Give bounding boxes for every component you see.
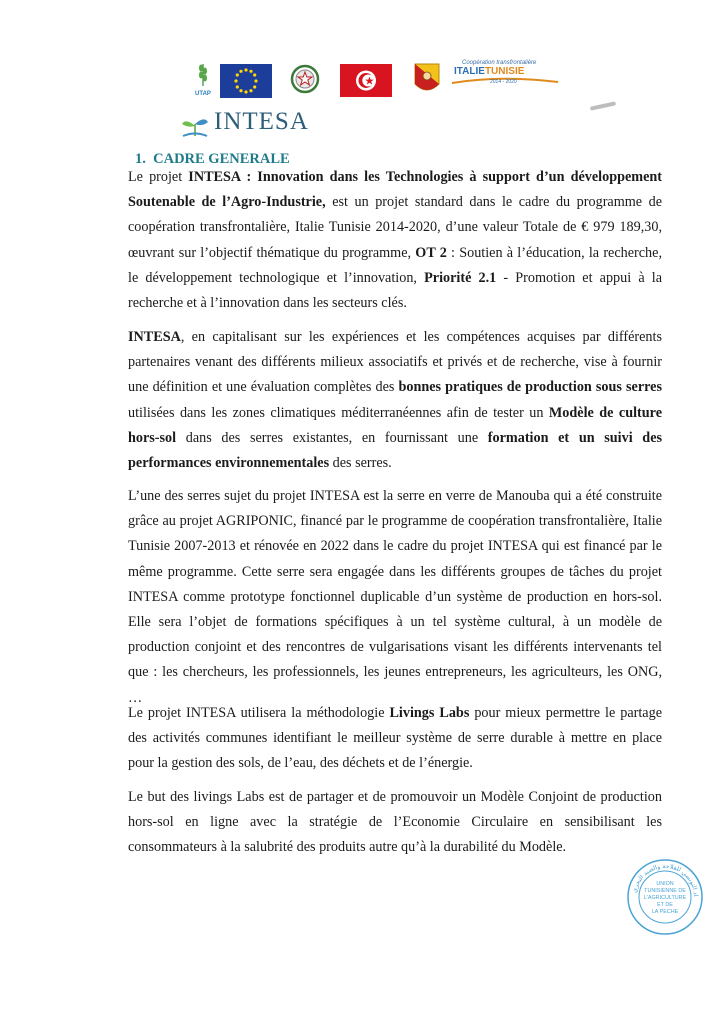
text-run: INTESA — [128, 329, 181, 345]
paragraph-1 — [110, 165, 662, 316]
text-run: Le projet — [128, 169, 189, 185]
union-stamp — [626, 858, 704, 936]
stamp-line-3: L'AGRICULTURE — [643, 895, 687, 901]
wheat-icon — [197, 60, 209, 86]
eu-flag-logo — [220, 64, 272, 98]
paragraph-4 — [110, 701, 662, 777]
eu-stars-icon — [220, 64, 272, 98]
text-run: L’une des serres sujet du projet INTESA est la serre en verre de Manouba qui a été construite grâce au projet AGRIPONIC, financé par le programme de coopération transfrontalière, Italie Tunisie 2007-2013 et rénovée en 2022 dans le cadre du projet INTESA qui est financé par le même programme. Cette serre sera engagée dans les différents groupes de tâches du projet INTESA comme prototype fonctionnel duplicable d’un système de production en hors-sol. Elle sera l’objet de formations spécifiques à un tel système cultural, à un modèle de production conjoint et des rencontres de vulgarisations visant les différents intervenants tel que : les chercheurs, les professionnels, les jeunes entrepreneurs, les agriculteurs, les ONG, … — [128, 488, 662, 706]
section-title: CADRE GENERALE — [153, 151, 290, 167]
stamp-line-4: ET DE — [657, 902, 673, 908]
stamp-arabic-text: اد التونسي للفلاحة والصيد البحري — [631, 862, 700, 897]
scan-artifact — [590, 101, 616, 110]
partner-logos — [0, 56, 724, 102]
text-run: utilisées dans les zones climatiques méditerranéennes afin de tester un — [128, 404, 549, 421]
text-run: Le projet INTESA utilisera la méthodologie — [128, 705, 390, 721]
text-run: Livings Labs — [389, 705, 470, 721]
stamp-line-5: LA PECHE — [651, 909, 679, 915]
text-run: Le but des livings Labs est de partager et de promouvoir un Modèle Conjoint de production hors-sol en ligne avec la stratégie de l’Economie Circulaire en sensibilisant les consommateurs à la salubrité des produits autre qu’à la durabilité du Modèle. — [128, 789, 662, 856]
text-run: pour mieux permettre le partage des activités communes identifiant le meilleur système de serre durable à mettre en place pour la gestion des sols, de l’eau, des déchets et de l’énergie. — [128, 705, 662, 772]
text-run: Priorité 2.1 — [424, 269, 497, 286]
text-run: des serres. — [329, 455, 392, 472]
programme-name-tunisie: TUNISIE — [484, 66, 525, 77]
text-run: bonnes pratiques de production sous serres — [398, 379, 662, 396]
tunisia-crescent-icon — [340, 64, 392, 97]
programme-years: 2014 - 2020 — [490, 79, 517, 85]
text-run: est un projet standard dans le cadre du programme de coopération transfrontalière, Italie Tunisie 2014-2020, d’une valeur Totale de € 979 189,30, œuvrant sur l’objectif thématique du programme, — [128, 194, 662, 261]
paragraph-2 — [110, 325, 662, 476]
stamp-line-2: TUNISIENNE DE — [644, 888, 686, 894]
italie-tunisie-programme-logo — [450, 60, 560, 96]
text-run: OT 2 — [415, 244, 447, 261]
utap-label: UTAP — [195, 91, 211, 97]
text-run: - Promotion et appui à la recherche et à l’innovation dans les secteurs clés. — [128, 269, 662, 312]
paragraph-3 — [110, 484, 662, 711]
programme-name — [454, 66, 524, 77]
italy-star-emblem-icon — [290, 62, 320, 96]
italy-emblem-logo — [290, 62, 320, 96]
sprout-icon — [180, 114, 210, 140]
sicily-region-logo — [414, 62, 440, 96]
text-run: , en capitalisant sur les expériences et les compétences acquises par différents partenaires venant des différents milieux associatifs et privés et de recherche, vise à fournir une définition et une évaluation complètes des — [128, 329, 662, 396]
tunisia-flag-logo — [340, 64, 392, 97]
stamp-seal-icon — [626, 858, 704, 936]
trinacria-icon — [414, 62, 440, 96]
programme-tagline: Coopération transfrontalière — [462, 60, 537, 66]
intesa-wordmark: INTESA — [214, 108, 309, 135]
text-run: dans des serres existantes, en fournissant une — [176, 429, 488, 446]
stamp-line-1: UNION — [656, 881, 674, 887]
paragraph-5 — [110, 785, 662, 861]
text-run: Modèle de culture hors-sol — [128, 404, 662, 446]
text-run: formation et un suivi des performances environnementales — [128, 429, 663, 472]
programme-name-italie: ITALIE — [454, 66, 485, 77]
utap-logo — [190, 60, 216, 100]
text-run: INTESA : Innovation dans les Technologies à support d’un développement Soutenable de l’Agro-Industrie, — [128, 169, 662, 211]
text-run: : Soutien à l’éducation, la recherche, le développement technologique et l’innovation, — [128, 244, 662, 286]
section-number: 1. — [135, 151, 146, 167]
